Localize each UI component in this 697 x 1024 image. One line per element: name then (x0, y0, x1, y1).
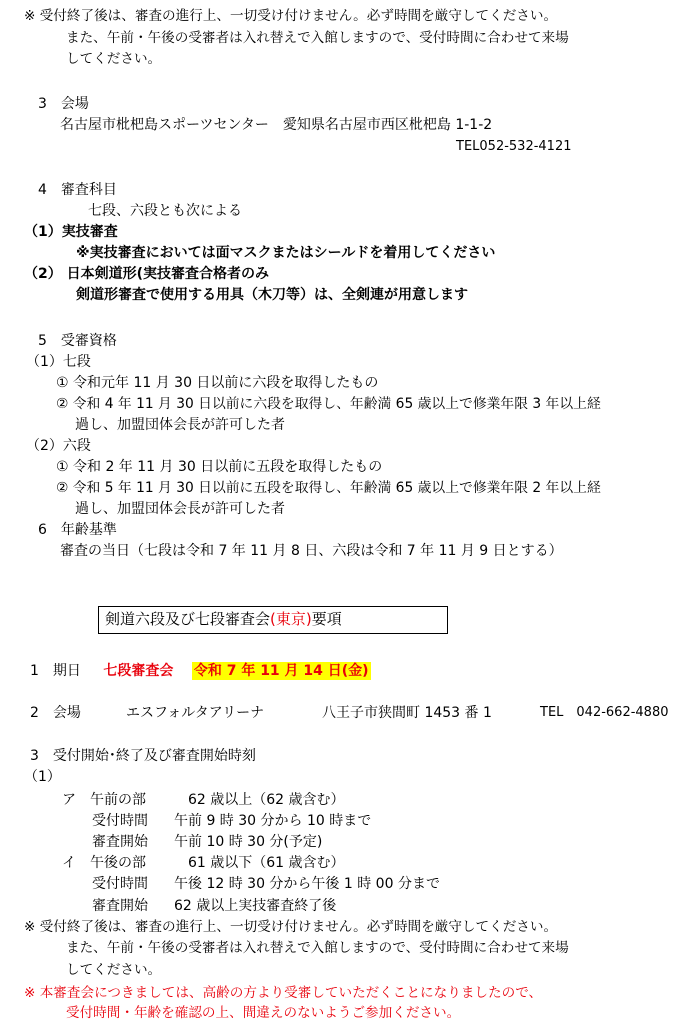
eligibility-item: ① 令和元年 11 月 30 日以前に六段を取得したもの (56, 375, 379, 391)
tokyo-venue-heading: 2 会場 (30, 705, 81, 721)
tokyo-date-row (30, 661, 371, 681)
note-line: してください。 (66, 962, 162, 978)
subject-item: （2） 日本剣道形(実技審査合格者のみ (24, 266, 270, 282)
red-note-line: ※ 本審査会につきましては、高齢の方より受審していただくことになりましたので、 (24, 985, 543, 1001)
eligibility-item: ② 令和 4 年 11 月 30 日以前に六段を取得し、年齢満 65 歳以上で修業年限 3 年以上経 (56, 396, 601, 412)
eligibility-item: ① 令和 2 年 11 月 30 日以前に五段を取得したもの (56, 459, 383, 475)
age-text: 審査の当日（七段は令和 7 年 11 月 8 日、六段は令和 7 年 11 月 9 日とする） (60, 543, 563, 559)
tokyo-schedule-sub: （1） (24, 769, 61, 785)
eligibility-sub: （1）七段 (26, 354, 91, 370)
venue-text: 名古屋市枇杷島スポーツセンター 愛知県名古屋市西区枇杷島 1-1-2 (60, 117, 493, 133)
pm-start-time: 62 歳以上実技審査終了後 (174, 898, 337, 914)
section-heading-age: 6 年齢基準 (38, 522, 117, 538)
tokyo-date-heading: 1 期日 (30, 663, 81, 679)
eligibility-item: 過し、加盟団体会長が許可した者 (75, 417, 285, 433)
note-line: ※ 受付終了後は、審査の進行上、一切受け付けません。必ず時間を厳守してください。 (24, 8, 558, 24)
tokyo-venue-name: エスフォルタアリーナ (126, 705, 265, 721)
note-line: また、午前・午後の受審者は入れ替えで入館しますので、受付時間に合わせて来場 (66, 30, 569, 46)
pm-reception-label: 受付時間 (92, 876, 148, 892)
tokyo-exam-date: 令和 7 年 11 月 14 日(金) (193, 663, 369, 679)
red-note-line: 受付時間・年齢を確認の上、間違えのないようご参加ください。 (66, 1005, 461, 1021)
eligibility-item: ② 令和 5 年 11 月 30 日以前に五段を取得し、年齢満 65 歳以上で修業年限 2 年以上経 (56, 480, 601, 496)
tokyo-title-box (98, 606, 448, 634)
pm-start-label: 審査開始 (92, 898, 148, 914)
am-start-label: 審査開始 (92, 834, 148, 850)
pm-session-age: 61 歳以下（61 歳含む） (188, 855, 345, 871)
subjects-intro: 七段、六段とも次による (88, 203, 242, 219)
subject-item: （1）実技審査 (24, 224, 118, 240)
am-reception-label: 受付時間 (92, 813, 148, 829)
note-line: また、午前・午後の受審者は入れ替えで入館しますので、受付時間に合わせて来場 (66, 940, 569, 956)
section-heading-subjects: 4 審査科目 (38, 182, 117, 198)
subject-note: 剣道形審査で使用する用具（木刀等）は、全剣連が用意します (76, 287, 468, 303)
note-line: ※ 受付終了後は、審査の進行上、一切受け付けません。必ず時間を厳守してください。 (24, 919, 558, 935)
tokyo-exam-label: 七段審査会 (103, 663, 174, 679)
tokyo-title-suffix: 要項 (311, 610, 342, 628)
pm-reception-time: 午後 12 時 30 分から午後 1 時 00 分まで (174, 876, 440, 892)
am-reception-time: 午前 9 時 30 分から 10 時まで (174, 813, 372, 829)
pm-session-label: イ 午後の部 (62, 855, 146, 871)
tokyo-venue-tel: TEL 042-662-4880 (540, 705, 669, 720)
tokyo-schedule-heading: 3 受付開始･終了及び審査開始時刻 (30, 748, 256, 764)
venue-tel: TEL052-532-4121 (456, 139, 572, 154)
eligibility-sub: （2）六段 (26, 438, 91, 454)
am-start-time: 午前 10 時 30 分(予定) (174, 834, 323, 850)
am-session-age: 62 歳以上（62 歳含む） (188, 792, 345, 808)
tokyo-title-location: (東京) (270, 610, 312, 628)
section-heading-eligibility: 5 受審資格 (38, 333, 117, 349)
note-line: してください。 (66, 51, 162, 67)
subject-note: ※実技審査においては面マスクまたはシールドを着用してください (76, 245, 496, 261)
eligibility-item: 過し、加盟団体会長が許可した者 (75, 501, 285, 517)
am-session-label: ア 午前の部 (62, 792, 146, 808)
tokyo-title: 剣道六段及び七段審査会 (105, 610, 271, 628)
tokyo-venue-address: 八王子市狭間町 1453 番 1 (322, 705, 492, 721)
section-heading-venue: 3 会場 (38, 96, 89, 112)
